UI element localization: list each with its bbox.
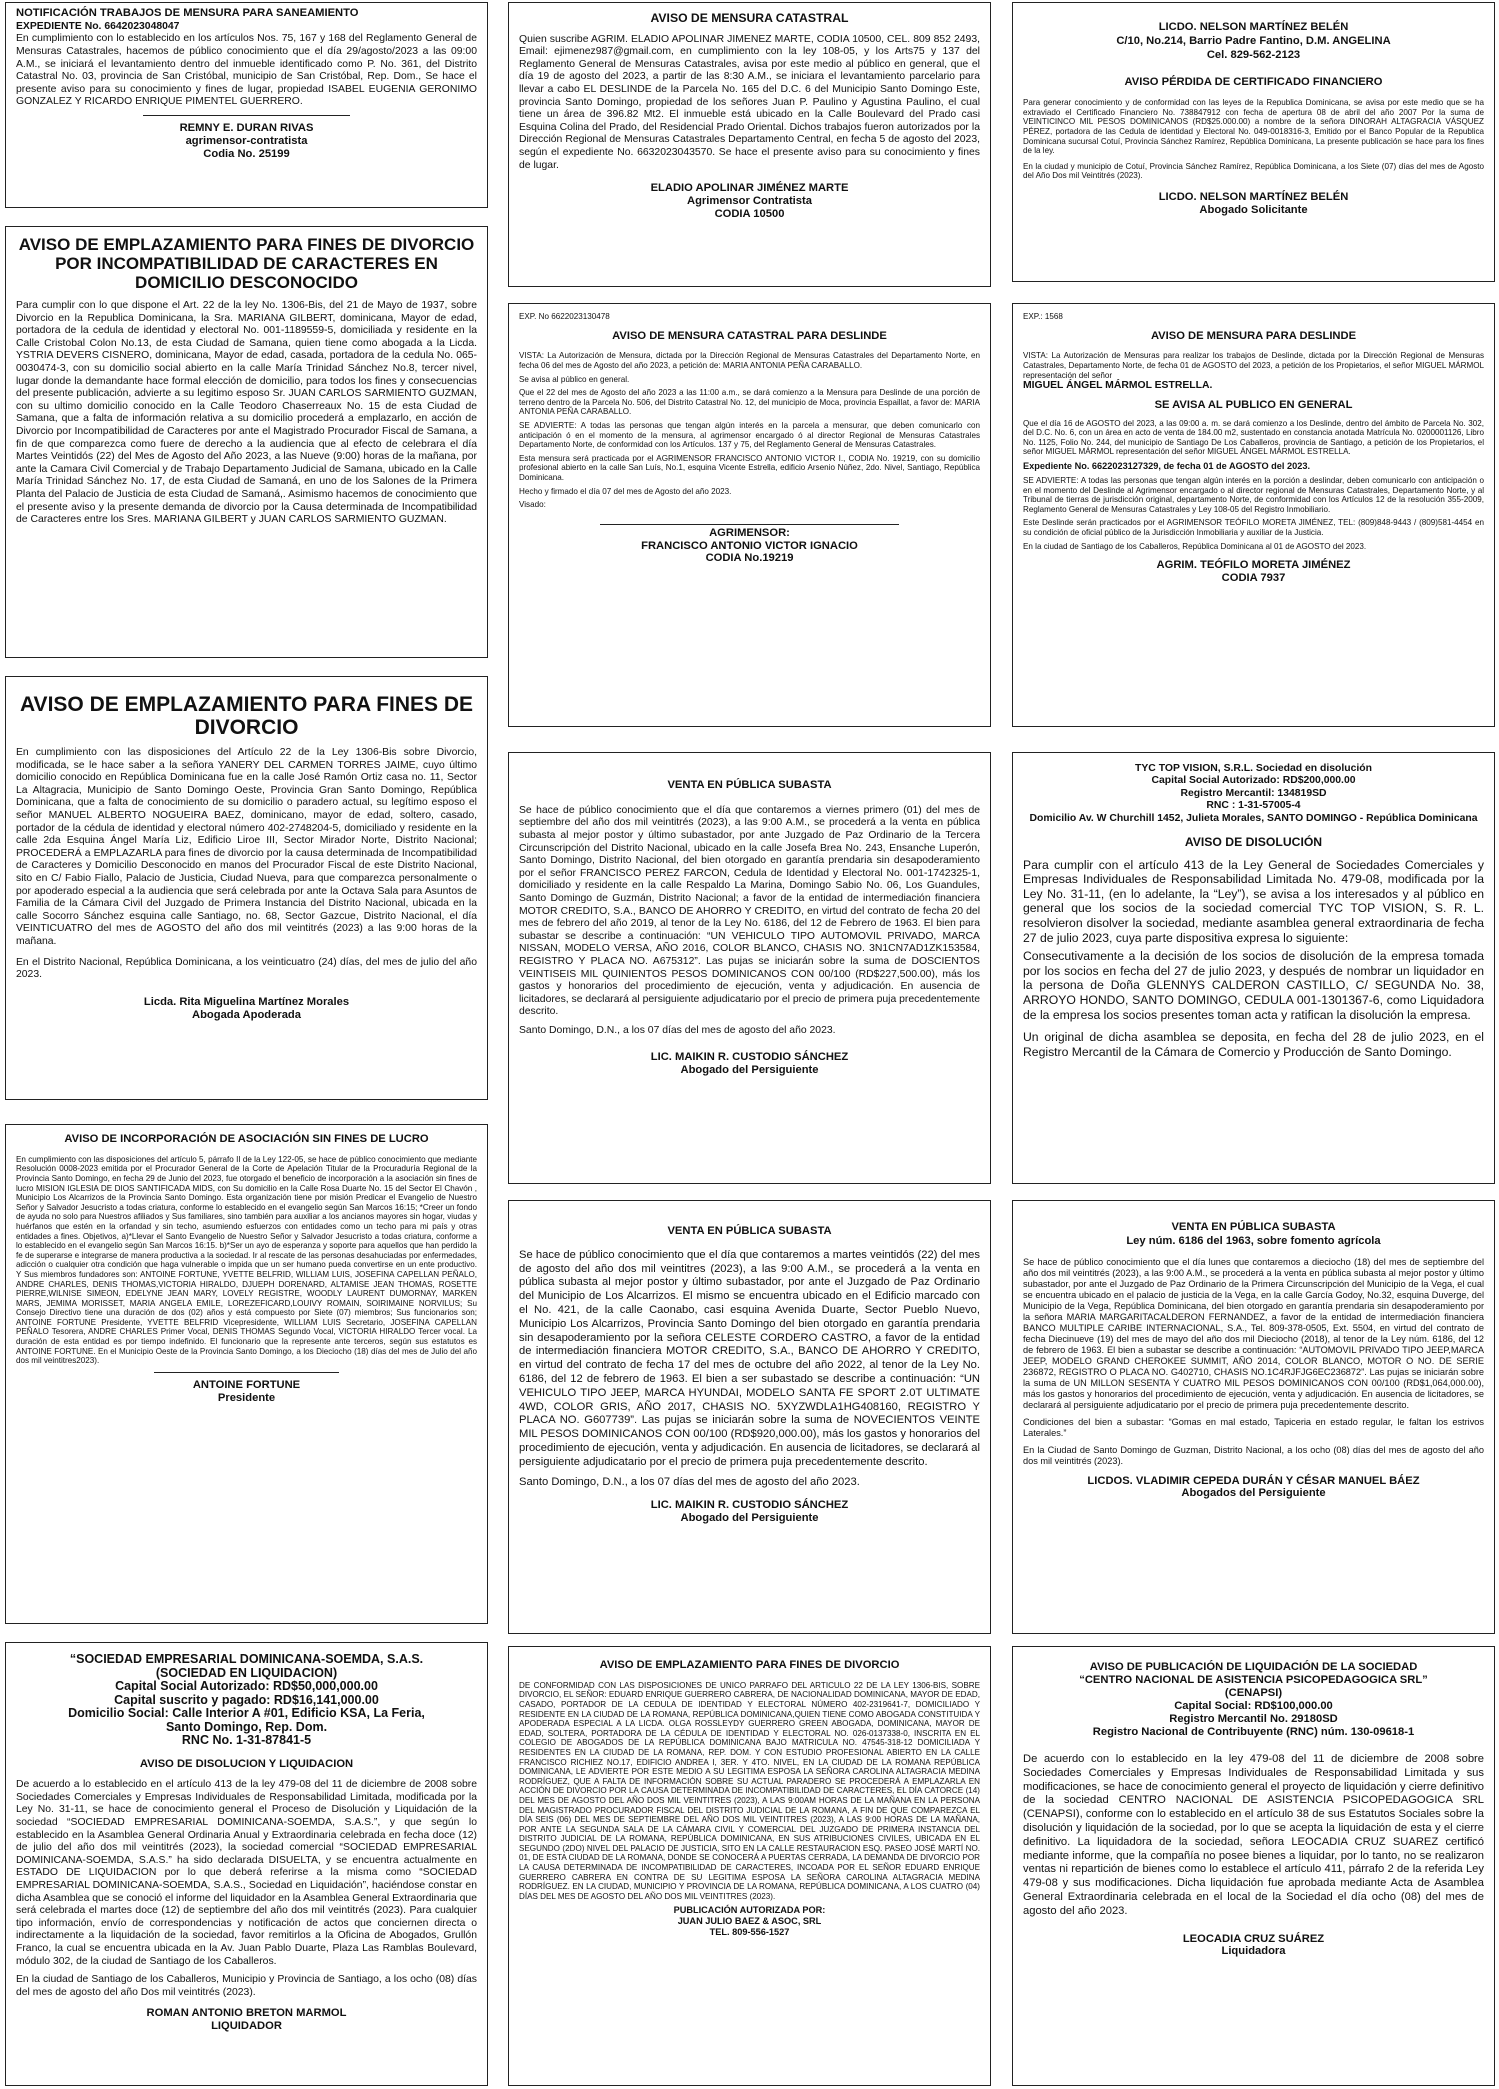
notice-asociacion <box>5 1124 488 1624</box>
lawyer-address: C/10, No.214, Barrio Padre Fantino, D.M. ANGELINA <box>1116 34 1391 47</box>
notice-title: AVISO DE MENSURA CATASTRAL PARA DESLINDE <box>612 329 887 342</box>
notice-title: AVISO DE EMPLAZAMIENTO PARA FINES DE DIVORCIO POR INCOMPATIBILIDAD DE CARACTERES EN DOMICILIO DESCONOCIDO <box>18 235 475 292</box>
notice-title: AVISO DE EMPLAZAMIENTO PARA FINES DE DIVORCIO <box>599 1659 900 1671</box>
notice-date: Santo Domingo, D.N., a los 07 días del mes de agosto del año 2023. <box>519 1475 860 1488</box>
signature-line <box>143 115 350 116</box>
notice-emplazamiento-desconocido <box>5 226 488 658</box>
domicilio: Domicilio Av. W Churchill 1452, Julieta Morales, SANTO DOMINGO - República Dominicana <box>1029 812 1478 824</box>
company-header <box>16 1653 477 1748</box>
company-name: “SOCIEDAD EMPRESARIAL DOMINICANA-SOEMDA, S.A.S. <box>69 1652 424 1666</box>
signature-title: Abogado Solicitante <box>1199 203 1308 216</box>
rnc: RNC : 1-31-57005-4 <box>1206 800 1301 812</box>
signature-line <box>154 1372 338 1373</box>
notice-title: AVISO DE EMPLAZAMIENTO PARA FINES DE DIVORCIO <box>19 693 474 739</box>
notice-body: De acuerdo a lo establecido en el artículo 413 de la ley 479-08 del 11 de diciembre de 2008 sobre Sociedades Comerciales y Empresas Individuales de Responsabilidad Limitada, modificada por la Ley No. 31-11, se hace de conocimiento general el Proceso de Disolución y Liquidación de la sociedad “SOCIEDAD EMPRESARIAL DOMINICANA-SOEMDA, S.A.S.”, y que según lo establecido en la Asamblea General Ordinaria Anual y Extraordinaria celebrada en fecha doce (12) de julio del año dos mil veintitrés (2023), la sociedad comercial “SOCIEDAD EMPRESARIAL DOMINICANA-SOEMDA, S.A.S.” ha sido declarada DISUELTA, y se encuentra actualmente en ESTADO DE LIQUIDACION por lo que deberá referirse a la misma como “SOCIEDAD EMPRESARIAL DOMINICANA-SOEMDA, S.A.S., Sociedad en Liquidación”, haciéndose constar en dicha Asamblea que se conoció el informe del liquidador en la Asamblea General Extraordinaria que será celebrada el martes doce (12) de septiembre del año dos mil veintitrés (2023). Para cualquier tipo información, envío de correspondencias y notificación de actos que conciernen directa o indirectamente a la liquidación de la sociedad, favor remitirlos a la Oficina de Abogados, Grullón Franco, la cual se encuentra ubicada en la Av. Juan Pablo Duarte, Plaza Las Ramblas Boulevard, módulo 302, de la ciudad de Santiago de los Caballeros. <box>16 1779 477 1967</box>
notice-paragraph: Visado: <box>519 500 546 510</box>
notice-title: AVISO DE PUBLICACIÓN DE LIQUIDACIÓN DE LA SOCIEDAD <box>1089 1661 1418 1673</box>
notice-paragraph: Este Deslinde serán practicados por el AGRIMENSOR TEÓFILO MORETA JIMÉNEZ, TEL: (809)848-9443 / (809)581-4454 en su condición de oficial público de la Jurisdicción Inmobiliaria y auxiliar de la Justicia. <box>1023 518 1484 537</box>
notice-emplazamiento-divorcio <box>5 676 488 1100</box>
company-acronym: (CENAPSI) <box>1224 1687 1283 1699</box>
signature-title: Abogado del Persiguiente <box>680 1064 819 1077</box>
expediente-fecha: Expediente No. 6622023127329, de fecha 01 de AGOSTO del 2023. <box>1023 460 1311 471</box>
signature-name: LEOCADIA CRUZ SUÁREZ <box>1182 1932 1325 1945</box>
notice-body: En cumplimiento con lo establecido en los artículos Nos. 75, 167 y 168 del Reglamento General de Mensuras Catastrales, hacemos de público conocimiento que el día 29/agosto/2023 a las 09:00 A.M., se iniciará el levantamiento dentro del inmueble identificado como P. No. 361, del Distrito Catastral No. 03, provincia de San Cristóbal, municipio de San Cristóbal, Rep. Dom., Se hace el presente aviso para su conocimiento y fines de lugar, propiedad ISABEL EUGENIA GERONIMO GONZALEZ Y RICARDO ENRIQUE PIMENTEL GUERRERO. <box>16 33 477 108</box>
notice-tyc-disolucion <box>1012 752 1495 1184</box>
notice-paragraph: Esta mensura será practicada por el AGRIMENSOR FRANCISCO ANTONIO VICTOR I., CODIA No. 19219, con su domicilio profesional abierto en la calle San Luís, No.1, esquina Vicente Estrella, edificio Arsenio Núñez, 2do. Nivel, Santiago, República Dominicana. <box>519 453 980 482</box>
signature-name: ANTOINE FORTUNE <box>192 1378 301 1391</box>
notice-subtitle: Ley núm. 6186 del 1963, sobre fomento agrícola <box>1126 1234 1381 1247</box>
notice-title: NOTIFICACIÓN TRABAJOS DE MENSURA PARA SANEAMIENTO <box>16 7 359 19</box>
notice-mensura-catastral <box>508 2 991 287</box>
publication-firm: JUAN JULIO BAEZ & ASOC, SRL <box>677 1916 822 1927</box>
lawyer-name: LICDO. NELSON MARTÍNEZ BELÉN <box>1158 21 1349 33</box>
signature-codia: CODIA No.19219 <box>705 552 794 565</box>
capital-social: Capital Social: RD$100,000.00 <box>1174 1700 1333 1712</box>
signature-title: agrimensor-contratista <box>185 134 308 147</box>
notice-title: AVISO DE DISOLUCION Y LIQUIDACION <box>139 1757 354 1770</box>
notice-title: AVISO DE DISOLUCIÓN <box>1184 835 1323 850</box>
notice-body: Para cumplir con lo que dispone el Art. 22 de la ley No. 1306-Bis, del 21 de Mayo de 1937, sobre Divorcio en la Republica Dominicana, la Sra. MARIANA GILBERT, dominicana, Mayor de edad, portadora de la cedula de identidad y electoral No. 001-1189559-5, domiciliada y residente en la Calle Cristobal Colon No.13, de esta Ciudad de Samana, quien tiene como abogada a la Licda. YSTRIA DEVERS CISNERO, dominicana, Mayor de edad, casada, portadora de la cedula No. 065-0030474-3, con su domicilio social abierto en la calle María Trinidad Sánchez No.8, tercer nivel, lugar donde la demandante hace formal elección de domicilio, para todos los fines y consecuencias del presente publicación, advierte a su legitimo esposo Sr. JUAN CARLOS SARMIENTO GUZMAN, con su ultimo domicilio conocido en la Calle Teodoro Chaserreaux No. 15 de esta Ciudad de Samana, que a falta de información relativa a su domicilio procederá a emplazarlo, en acción de Divorcio por Incompatibilidad de Caracteres por ante el Magistrado Procurador Fiscal de Samana, a fin de que comparezca como fuere de derecho a la audiencia que al efecto de celebrara el día Martes Veintidós (22) del Mes de Agosto del Año 2023, a las Nueve (9:00) horas de la mañana, por ante la Camara Civil Comercial y de Trabajo Departamento Judicial de Samana, ubicado en la Calle María Trinidad Sánchez No. 17, de esta Ciudad de Samaná, en uno de los Salones de la Primera Planta del Palacio de Justicia de esta Ciudad de Samaná,. Asimismo hacemos de conocimiento que el presente aviso y la presente demanda de divorcio por la Causa determinada de Incompatibilidad de Caracteres entre los Sres. MARIANA GILBERT y JUAN CARLOS SARMIENTO GUZMAN. <box>16 300 477 526</box>
capital-pagado: Capital suscrito y pagado: RD$16,141,000.00 <box>114 1692 379 1707</box>
publication-label: PUBLICACIÓN AUTORIZADA POR: <box>673 1905 826 1916</box>
company-name: TYC TOP VISION, S.R.L. Sociedad en disolución <box>1135 763 1372 774</box>
notice-title: AVISO DE MENSURA CATASTRAL <box>650 11 849 25</box>
notice-body: De acuerdo con lo establecido en la ley 479-08 del 11 de diciembre de 2008 sobre Sociedades Comerciales y Empresas Individuales de Responsabilidad Limitada y sus modificaciones, se hace de conocimiento general el proyecto de liquidación y cierre definitivo de la sociedad CENTRO NACIONAL DE ASISTENCIA PSICOPEDAGOGICA SRL (CENAPSI), conforme con lo establecido en el artículo 38 de sus Estatutos Sociales sobre la disolución y liquidación de la sociedad, por lo que se acepta la liquidación de esta y el cierre definitivo. La liquidadora de la sociedad, señora LEOCADIA CRUZ SUAREZ certificó mediante informe, que la compañía no posee bienes a liquidar, por lo tanto, no se realizaron ventas ni repartición de bienes como lo establece el artículo 411, párrafo 2 de la referida Ley 479-08 y sus modificaciones. Dicha liquidación fue aprobada mediante Acta de Asamblea General Extraordinaria celebrada en el local de la Sociedad el día ocho (08) del mes de agosto del año 2023. <box>1023 1753 1484 1917</box>
rnc: Registro Nacional de Contribuyente (RNC) núm. 130-09618-1 <box>1092 1726 1415 1738</box>
notice-paragraph: Que el 22 del mes de Agosto del año 2023 a las 11:00 a.m., se dará comienzo a la Mensura para Deslinde de una porción de terreno dentro de la Parcela No. 506, del Distrito Catastral No. 12, del municipio de Moca, provincia Espaillat, a favor de: MARIA ANTONIA PEÑA CARABALLO. <box>519 388 980 417</box>
signature-codia: Codia No. 25199 <box>203 147 290 160</box>
notice-date: En la ciudad y municipio de Cotuí, Provincia Sánchez Ramírez, República Dominicana, a los Siete (07) días del mes de Agosto del Año Dos mil Veintitrés (2023). <box>1023 161 1484 181</box>
expediente: EXP.: 1568 <box>1023 312 1063 321</box>
notice-soemda <box>5 1642 488 2086</box>
signature-title: Agrimensor Contratista <box>687 195 812 207</box>
signature-label: AGRIMENSOR: <box>709 526 790 539</box>
notice-body: Para generar conocimiento y de conformidad con las leyes de la Republica Dominicana, se avisa por este medio que se ha extraviado el Certificado Financiero No. 738847912 con fecha de apertura 08 de abril del año 2007 Por la suma de VEINTICINCO MIL PESOS DOMINICANOS (RD$25.000.00) a nombre de la señora DINORAH ALTAGRACIA VÁSQUEZ PÉREZ, portadora de las Cedula de identidad y Electoral No. 049-0018316-3, Emitido por el Banco Popular de la Republica Dominicana sucursal Cotuí, Provincia Sánchez Ramírez, República Dominicana, La presente publicación se hace para los fines de la ley. <box>1023 98 1484 156</box>
notice-cenapsi <box>1012 1646 1495 2086</box>
publication-phone: TEL. 809-556-1527 <box>709 1926 790 1937</box>
notice-subtitle: SE AVISA AL PUBLICO EN GENERAL <box>1154 398 1353 411</box>
notice-paragraph: Para cumplir con el artículo 413 de la Ley General de Sociedades Comerciales y Empresas Individuales de Responsabilidad Limitada No. 479-08, modificada por la Ley No. 31-11, (en lo adelante, la “Ley”), se avisa a los interesados y al público en general que los socios de la sociedad comercial TYC TOP VISION, S. R. L. resolvieron disolver la sociedad, mediante asamblea general extraordinaria de fecha 27 de julio 2023, cuya parte dispositiva expresa lo siguiente: <box>1023 857 1484 945</box>
expediente: EXPEDIENTE No. 6642023048047 <box>16 20 180 32</box>
notice-title: AVISO PÉRDIDA DE CERTIFICADO FINANCIERO <box>1124 76 1383 89</box>
notice-subasta-3 <box>1012 1200 1495 1634</box>
domicilio: Domicilio Social: Calle Interior A #01, Edificio KSA, La Feria, <box>68 1706 425 1720</box>
notice-emplazamiento-romana <box>508 1646 991 2086</box>
notice-date: En la ciudad de Santiago de los Caballeros, Municipio y Provincia de Santiago, a los ocho (08) días del mes de agosto del año Dos mil veintitrés (2023). <box>16 1974 477 1998</box>
signature-name: LICDO. NELSON MARTÍNEZ BELÉN <box>1158 190 1349 203</box>
notice-mensura-deslinde <box>508 303 991 727</box>
capital-autorizado: Capital Social Autorizado: RD$200,000.00 <box>1151 775 1356 787</box>
notice-title: VENTA EN PÚBLICA SUBASTA <box>667 1225 832 1237</box>
notice-title: VENTA EN PÚBLICA SUBASTA <box>667 779 832 791</box>
owner-name: MIGUEL ÁNGEL MÁRMOL ESTRELLA. <box>1023 380 1213 392</box>
notice-paragraph: Consecutivamente a la decisión de los socios de disolución de la empresa tomada por los socios en fecha del 27 de julio 2023, y después de nombrar un liquidador en la persona de Doña GLENNYS CALDERON CASTILLO, C/ SEGUNDA No. 38, ARROYO HONDO, SANTO DOMINGO, CEDULA 001-1301367-6, como Liquidadora de la empresa los socios presentes toman acta y ratifican la disolución la empresa. <box>1023 949 1484 1022</box>
notice-paragraph: Hecho y firmado el día 07 del mes de Agosto del año 2023. <box>519 486 732 496</box>
notice-body: Se hace de público conocimiento que el día que contaremos a viernes primero (01) del mes de septiembre del año dos mil veintitrés (2023), a las 9:00 A.M., se procederá a la venta en pública subasta al mejor postor y último subastador, por ante Juzgado de Paz Ordinario de la Tercera Circunscripción del Distrito Nacional, ubicado en la calle Josefa Brea No. 243, Ensanche Luperón, Santo Domingo, Distrito Nacional, del bien otorgado en garantía prendaria sin desapoderamiento por el señor FRANCISCO PEREZ FARCON, Cedula de Identidad y Electoral No. 001-1742325-1, domiciliado y residente en la calle Respaldo La Marina, Domingo Sabio No. 06, Los Guandules, Santo Domingo de Guzmán, Distrito Nacional; a favor de la entidad de intermediación financiera MOTOR CREDITO, S.A., BANCO DE AHORRO Y CREDITO, en virtud del contrato de fecha 20 del mes de febrero del año 2019, al tenor de la Ley No. 6186, del 12 de Febrero de 1963. El bien para subastar se describe a continuación: “UN VEHICULO TIPO AUTOMOVIL PRIVADO, MARCA NISSAN, MODELO VERSA, AÑO 2016, COLOR BLANCO, CHASIS NO. 3N1CN7AD1ZK153584, REGISTRO Y PLACA NO. A675312”. Las pujas se iniciarán sobre la suma de DOSCIENTOS VEINTISEIS MIL QUINIENTOS PESOS DOMINICANOS CON 00/100 (RD$227,500.00), más los gastos y honorarios del procedimiento de ejecución, venta y adjudicación. En ausencia de licitadores, se declarará al persiguiente adjudicatario por el precio de primera puja precedentemente descrito. <box>519 804 980 1018</box>
notice-paragraph: Se avisa al público en general. <box>519 374 630 384</box>
capital-autorizado: Capital Social Autorizado: RD$50,000,000.00 <box>115 1679 378 1693</box>
company-name: “CENTRO NACIONAL DE ASISTENCIA PSICOPEDAGOGICA SRL” <box>1079 1674 1428 1686</box>
signature-name: Licda. Rita Miguelina Martínez Morales <box>143 995 350 1008</box>
expediente: EXP. No 6622023130478 <box>519 312 610 321</box>
lawyer-phone: Cel. 829-562-2123 <box>1206 48 1301 61</box>
signature-name: REMNY E. DURAN RIVAS <box>179 121 314 134</box>
notice-mensura-para-deslinde <box>1012 303 1495 727</box>
notice-body: Quien suscribe AGRIM. ELADIO APOLINAR JIMENEZ MARTE, CODIA 10500, CEL. 809 852 2493, Email: ejimenez987@gmail.com, en cumplimiento con la ley 108-05, y los Arts75 y 137 del Reglamento General de Mensuras Catastrales, avisa por este medio al público en general, que el día 19 de agosto del 2023, a partir de las 8:30 A.M., se iniciara el levantamiento parcelario para llevar a cabo EL DESLINDE de la Parcela No. 165 del D.C. 6 del Municipio Santo Domingo Este, provincia Santo Domingo, propiedad de los señores Juan P. Paulino y Agustina Paulino, el cual tiene un área de 396.82 Mt2. El inmueble está ubicado en la Calle Boulevard del Prado casi Esquina Colina del Prado, del Residencial Prado Oriental. Dichos trabajos fueron autorizados por la Dirección Regional de Mensuras Catastrales Departamento Central, en fecha 5 de agosto del 2023, según el expediente No. 6632023043570. Se hace el presente aviso para su conocimiento y fines de lugar. <box>519 33 980 171</box>
notice-paragraph: VISTA: La Autorización de Mensuras para realizar los trabajos de Deslinde, dictada por la Dirección Regional de Mensuras Catastrales, Departamento Norte, de fecha 01 de AGOSTO del 2023, a petición de los Propietarios, el señor MIGUEL MÁRMOL representación del señor <box>1023 351 1484 380</box>
signature-title: Abogados del Persiguiente <box>1181 1487 1326 1500</box>
notice-body: En cumplimiento con las disposiciones del Artículo 22 de la Ley 1306-Bis sobre Divorcio, modificada, se le hace saber a la señora YANERY DEL CARMEN TORRES JAIME, cuyo último domicilio conocido en República Dominicana fue en la calle José Ramón Ortiz casa no. 11, Sector La Altagracia, Municipio de Santo Domingo Oeste, Provincia Gran Santo Domingo, República Dominicana, que a falta de conocimiento de su domicilio o paradero actual, su legítimo esposo el señor MANUEL ALBERTO NOGUEIRA BAEZ, dominicano, mayor de edad, soltero, casado, portador de la cédula de identidad y electoral número 402-2748204-5, domiciliado y residente en la calle 2da Esquina Ángel María Liz, Edificio Liroe III, Sector Mirador Norte, Distrito Nacional; PROCEDERÁ a EMPLAZARLA para fines de divorcio por la causa determinada de Incompatibilidad de Caracteres y Domicilio Desconocido en manos del Procurador Fiscal de este Distrito Nacional, sito en C/ Fabio Fiallo, Palacio de Justicia, Ciudad Nueva, para que comparezca personalmente o por apoderado especial a la audiencia que será celebrada por ante la Octava Sala para Asuntos de Familia de la Cámara Civil del Juzgado de Primera Instancia del Distrito Nacional, ubicada en la calle Socorro Sánchez esquina calle Santiago, no. 68, Sector Gazcue, Distrito Nacional, el día VEINTICUATRO del mes de AGOSTO del año dos mil veintitrés (2023) a las 9:00 horas de la mañana. <box>16 747 477 947</box>
signature-name: ROMAN ANTONIO BRETON MARMOL <box>146 2007 347 2020</box>
signature-line <box>600 524 900 525</box>
signature-title: Abogada Apoderada <box>192 1008 301 1021</box>
notice-title: AVISO DE INCORPORACIÓN DE ASOCIACIÓN SIN FINES DE LUCRO <box>64 1133 429 1145</box>
signature-name: AGRIM. TEÓFILO MORETA JIMÉNEZ <box>1156 559 1351 572</box>
notice-title: VENTA EN PÚBLICA SUBASTA <box>1171 1221 1336 1233</box>
signature-title: Abogado del Persiguiente <box>680 1512 819 1525</box>
signature-name: FRANCISCO ANTONIO VICTOR IGNACIO <box>641 539 858 552</box>
notice-paragraph: VISTA: La Autorización de Mensura, dictada por la Dirección Regional de Mensuras Catastrales del Departamento Norte, en fecha 06 del mes de Agosto del año 2023, a petición de: MARIA ANTONIA PEÑA CARABALLO. <box>519 351 980 370</box>
notice-saneamiento <box>5 2 488 208</box>
signature-name: LICDOS. VLADIMIR CEPEDA DURÁN Y CÉSAR MANUEL BÁEZ <box>1087 1474 1420 1487</box>
notice-date: En la Ciudad de Santo Domingo de Guzman, Distrito Nacional, a los ocho (08) días del mes de agosto del año dos mil veintitrés (2023). <box>1023 1444 1484 1466</box>
notice-date: En el Distrito Nacional, República Dominicana, a los veinticuatro (24) días, del mes de julio del año 2023. <box>16 956 477 981</box>
signature-title: LIQUIDADOR <box>211 2020 282 2033</box>
notice-paragraph: En la ciudad de Santiago de los Caballeros, República Dominicana al 01 de AGOSTO del 2023. <box>1023 541 1367 551</box>
notice-body: En cumplimiento con las disposiciones del artículo 5, párrafo II de la Ley 122-05, se hace de público conocimiento que mediante Resolución 0008-2023 emitida por el Procurador General de la Corte de Apelación Titular de la Procuraduría Regional de la Provincia Santo Domingo, en fecha 29 de Junio del 2023, fue otorgado el beneficio de incorporación a la asociación sin fines de lucro MISION IGLESIA DE DIOS SANTIFICADA MIDS, con Su domicilio en la Calle Rosa Duarte No. 15 del Sector El Chavón , Municipio Los Alcarrizos de la Provincia Santo Domingo. Esta organización tiene por misión Predicar el Evangelio de Nuestro Señor y Salvador Jesucristo a todas criatura, conforme lo establecido en el evangelio según San Marcos 16:15; *Creer un fondo de ayuda no solo para Nuestros afiliados y Sus familiares, sino también para auxiliar a los ancianos mayores sin hogar, viudas y huérfanos que estén en la orfandad y sin techo, asumiendo esfuerzos con entidades como un techo para mi país y otras entidades a fines. Objetivos, a)*Llevar el Santo Evangelio de Nuestro Señor y Salvador Jesucristo a todas criatura, conforme a lo establecido en el evangelio según San Marcos 16:15. b)*Ser un ayo de esperanza y soporte para aquellos que han perdido la fe de superarse e integrarse de manera productiva a la sociedad. Ir al rescate de las personas desahuciadas por enfermedades, adicción o cualquier otra condición que haga vulnerable o impida que un ser humano pueda convertirse en un ente productivo. Y Sus miembros fundadores son: ANTOINE FORTUNE, YVETTE BELFRID, WILLIAM LUIS, JOSEFINA CAPELLAN PEÑALO, ANDRE CHARLES, DENIS THOMAS,VICTORIA HIRALDO, DJUEPH DORENARD, ALTAMISE JEAN THOMAS, ROSETTE PIERRE,WILNISE SIMEON, EDELYNE JEAN MARY, LOVELY REGISTRE, WOODLY LAURENT DUMORNAY, MARKEN MARS, JEMIMA MORISSET, MARIA ANGELA EMILE, LOREZEFICARD,LOUIVY ROMAIN, SOIRIMAINE NORVILUS; Su Consejo Directivo tiene una duración de dos (02) años y está compuesto por Siete (07) miembros; Sus funcionarios son; ANTOINE FORTUNE Presidente, YVETTE BELFRID Vicepresidente, WILLIAM LUIS Secretario, JOSEFINA CAPELLAN PEÑALO Tesorera, ANDRE CHARLES Primer Vocal, DENIS THOMAS Segundo Vocal, VICTORIA HIRALDO Tercer vocal. La duración de esta entidad es por tiempo indefinido. El funcionario que la represente ante terceros, según sus estatutos es ANTOINE FORTUNE. En el Municipio Oeste de la Provincia Santo Domingo, a los Dieciocho (18) días del mes de Julio del año dos mil veintitres2023). <box>16 1154 477 1366</box>
signature-codia: CODIA 7937 <box>1221 571 1286 584</box>
domicilio-ciudad: Santo Domingo, Rep. Dom. <box>165 1719 328 1734</box>
signature-name: LIC. MAIKIN R. CUSTODIO SÁNCHEZ <box>650 1051 849 1064</box>
notice-paragraph: Un original de dicha asamblea se deposita, en fecha del 28 de julio 2023, en el Registro Mercantil de la Cámara de Comercio y Producción de Santo Domingo. <box>1023 1030 1484 1059</box>
signature-name: LIC. MAIKIN R. CUSTODIO SÁNCHEZ <box>650 1499 849 1512</box>
signature-name: ELADIO APOLINAR JIMÉNEZ MARTE <box>650 182 849 195</box>
company-status: (SOCIEDAD EN LIQUIDACION) <box>155 1665 338 1680</box>
rnc: RNC No. 1-31-87841-5 <box>181 1733 312 1747</box>
notice-paragraph: Condiciones del bien a subastar: “Gomas en mal estado, Tapiceria en estado regular, le faltan los estrivos Laterales.” <box>1023 1416 1484 1438</box>
signature-title: Liquidadora <box>1221 1945 1286 1958</box>
notice-paragraph: Que el día 16 de AGOSTO del 2023, a las 09:00 a. m. se dará comienzo a los Deslinde, dentro del ámbito de Parcela No. 302, del D.C. No. 6, con un área en acto de venta de 184.00 m2, sustentado en constancia anotada Matrícula No. 0200001126, Libro No. 1125, Folio No. 244, del municipio de Santiago De Los Caballeros, provincia de Santiago, a petición de los Propietarios, el señor MIGUEL MÁRMOL representación del señor MIGUEL ÁNGEL MÁRMOL ESTRELLA. <box>1023 418 1484 457</box>
signature-title: Presidente <box>217 1391 276 1404</box>
notice-title: AVISO DE MENSURA PARA DESLINDE <box>1150 329 1357 342</box>
notice-subasta-2 <box>508 1200 991 1634</box>
notice-paragraph: SE ADVIERTE: A todas las personas que tengan algún interés en la porción a deslindar, deben comunicarlo con anticipación o en el momento del Deslinde al Agrimensor encargado o al director regional de Mensuras Catastrales, Departamento Norte, y al Tribunal de tierras de jurisdicción original, departamento Norte, de conformidad con los Artículos 12 de la resolución 355-2009, Reglamento General de Mensuras Catastrales y Ley 108-05 del Registro Inmobiliario. <box>1023 475 1484 514</box>
notice-subasta-1 <box>508 752 991 1184</box>
notice-paragraph: SE ADVIERTE: A todas las personas que tengan algún interés en la parcela a mensurar, que deben comunicarlo con anticipación ó en el momento de la mensura, al agrimensor encargado ó al director Regional de Mensuras Catastrales Departamento Norte, de conformidad con los Artículos. 137 y 75, del Reglamento General de Mensuras Catastrales. <box>519 420 980 450</box>
registro-mercantil: Registro Mercantil No. 29180SD <box>1169 1713 1338 1725</box>
signature-codia: CODIA 10500 <box>714 207 785 220</box>
notice-certificado-financiero <box>1012 2 1495 282</box>
notice-date: Santo Domingo, D.N., a los 07 días del mes de agosto del año 2023. <box>519 1024 836 1036</box>
registro-mercantil: Registro Mercantil: 134819SD <box>1180 787 1327 799</box>
notice-body: DE CONFORMIDAD CON LAS DISPOSICIONES DE UNICO PARRAFO DEL ARTICULO 22 DE LA LEY 1306-BIS, SOBRE DIVORCIO, EL SEÑOR: EDUARD ENRIQUE GUERRERO CABRERA, DE NACIONALIDAD DOMINICANA, MAYOR DE EDAD, CASADO, PORTADOR DE LA CEDULA DE IDENTIDAD Y ELECTORAL NÚMERO 402-2319641-7, DOMICILIADO Y RESIDENTE EN LA CIUDAD DE LA ROMANA, REPÚBLICA DOMINICANA,QUIEN TIENE COMO ABOGADA CONSTITUIDA Y APODERADA ESPECIAL A LA LICDA. OLGA ROSSLEYDY GUERRERO GREEN ABOGADA, DOMINICANA, MAYOR DE EDAD, SOLTERA, PORTADORA DE LA CÉDULA DE IDENTIDAD Y ELECTORAL NO. 026-0137338-0, INSCRITA EN EL COLEGIO DE ABOGADOS DE LA REPÚBLICA DOMINICANA BAJO MATRICULA NO. 47545-318-12 DOMICILIADA Y RESIDENTES EN LA CIUDAD DE LA ROMANA, REP. DOM. Y CON ESTUDIO PROFESIONAL ABIERTO EN LA CALLE FRANCISCO RICHIEZ NO.17, EDIFICIO ANDREA I, 3ER. Y 4TO. NIVEL, EN LA CIUDAD DE LA ROMANA REPÚBLICA DOMINICANA, LE ADVIERTE POR ESTE MEDIO A SU LEGITIMA ESPOSA LA SEÑORA CAROLINA ALTAGRACIA MEDINA RODRÍGUEZ, QUE A FALTA DE INFORMACIÓN SOBRE SU ACTUAL PARADERO SE PROCEDERÁ A EMPLAZARLA EN ACCIÓN DE DIVORCIO POR LA CAUSA DETERMINADA DE INCOMPATIBILIDAD DE CARACTERES, EL DÍA CATORCE (14) DEL MES DE AGOSTO DEL AÑO DOS MIL VEINTITRES (2023), A LAS 9:00AM HORAS DE LA MAÑANA EN LA PERSONA DEL MAGISTRADO PROCURADOR FISCAL DEL DISTRITO JUDICIAL DE LA ROMANA, A FIN DE QUE COMPAREZCA EL DÍA SEIS (06) DEL MES DE SEPTIEMBRE DEL AÑO DOS MIL VEINTITRES (2023), A LAS 9:00 HORAS DE LA MAÑANA, POR ANTE LA SEGUNDA SALA DE LA CÁMARA CIVIL Y COMERCIAL DEL JUZGADO DE PRIMERA INSTANCIA DEL DISTRITO JUDICIAL DE LA ROMANA, REPÚBLICA DOMINICANA, EN SUS ATRIBUCIONES CIVILES, UBICADA EN EL SEGUNDO (2DO) NIVEL DEL PALACIO DE JUSTICIA, SITO EN LA CALLE RESTAURACION ESQ. PASEO JOSÉ MARTÍ NO. 01, DE ESTA CIUDAD DE LA ROMANA, DONDE SE CONOCERÁ A PUERTAS CERRADA, LA DEMANDA DE DIVORCIO POR LA CAUSA DETERMINADA DE INCOMPATIBILIDAD DE CARACTERES, INCOADA POR EL SEÑOR EDUARD ENRIQUE GUERRERO CABRERA EN CONTRA DE SU LEGITIMA ESPOSA LA SEÑORA CAROLINA ALTAGRACIA MEDINA RODRÍGUEZ. EN LA CIUDAD, MUNICIPIO Y PROVINCIA DE LA ROMANA, REPÚBLICA DOMINICANA, A LOS CUATRO (04) DÍAS DEL MES DE AGOSTO DEL AÑO DOS MIL VEINTITRES (2023). <box>519 1680 980 1901</box>
notice-body: Se hace de público conocimiento que el día lunes que contaremos a dieciocho (18) del mes de septiembre del año dos mil veintitrés (2023), a las 9:00 A.M., se procederá a la venta en pública subasta al mejor postor y último subastador, por ante el Juzgado de Paz Ordinario de la Primera Circunscripción del Municipio de la Vega, el cual se encuentra ubicado en el palacio de justicia de la Vega, en la calle García Godoy, No.32, esquina Duverge, del Municipio de la Vega, República Dominicana, del bien otorgado en garantía prendaria sin desapoderamiento por la señora MARIA MARGARITACALDERON FERNANDEZ, a favor de la entidad de intermediación financiera BANCO MULTIPLE CARIBE INTERNACIONAL, S.A., Tel. 809-378-0505, Ext. 5504, en virtud del contrato de fecha Diecinueve (19) del mes de mayo del año dos mil Dieciocho (2018), al tenor de la Ley núm. 6186, del 12 de febrero de 1963. El bien a subastar se describe a continuación: “AUTOMOVIL PRIVADO TIPO JEEP,MARCA JEEP, MODELO GRAND CHEROKEE SUMMIT, AÑO 2014, COLOR BLANCO, MOTOR O NO. DE SERIE 236872, REGISTRO O PLACA NO. G402710, CHASIS NO.1C4RJFJG6EC236872”. Las pujas se iniciarán sobre la suma de UN MILLON SESENTA Y CUATRO MIL PESOS DOMINICANOS CON 00/100 (RD$1,064,000.00), más los gastos y honorarios del procedimiento de ejecución, venta y adjudicación. En ausencia de licitadores, se declarará al persiguiente adjudicatario por el precio de primera puja precedentemente descrito. <box>1023 1256 1484 1410</box>
notice-body: Se hace de público conocimiento que el día que contaremos a martes veintidós (22) del mes de agosto del año dos mil veintitres (2023), a las 9:00 A.M., se procederá a la venta en pública subasta al mejor postor y último subastador, por ante el Juzgado de Paz Ordinario del Municipio de Los Alcarrizos. El mismo se encuentra ubicado en el Edificio marcado con el No. 421, de la calle Caonabo, casi esquina Avenida Duarte, Sector Pueblo Nuevo, Municipio Los Alcarrizos, Provincia Santo Domingo del bien otorgado en garantía prendaria sin desapoderamiento por la señora CELESTE CORDERO CASTRO, a favor de la entidad de intermediación financiera MOTOR CREDITO, S.A., BANCO DE AHORRO Y CREDITO, en virtud del contrato de fecha 17 del mes de octubre del año 2022, al tenor de la Ley No. 6186, del 12 de febrero de 1963. El bien a ser subastado se describe a continuación: “UN VEHICULO TIPO JEEP, MARCA HYUNDAI, MODELO SANTA FE SPORT 2.0T ULTIMATE 4WD, COLOR GRIS, AÑO 2017, CHASIS NO. 5XYZWDLA1HG408160, REGISTRO Y PLACA NO. G607739”. Las pujas se iniciarán sobre la suma de NOVECIENTOS VEINTE MIL PESOS DOMINICANOS CON 00/100 (RD$920,000.00), más los gastos y honorarios del procedimiento de ejecución, venta y adjudicación. En ausencia de licitadores, se declarará al persiguiente adjudicatario por el precio de primera puja precedentemente descrito. <box>519 1248 980 1468</box>
